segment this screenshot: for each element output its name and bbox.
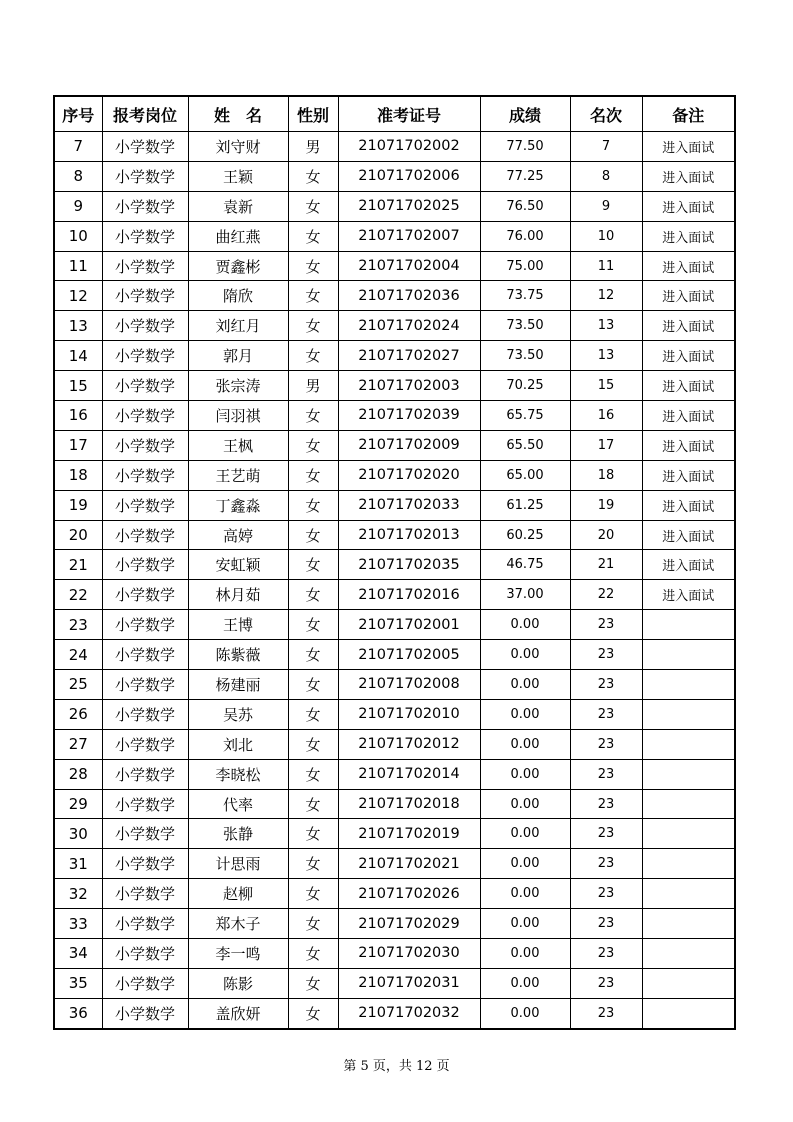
cell-gender: 女 [288, 729, 338, 759]
cell-position: 小学数学 [102, 430, 188, 460]
cell-gender: 女 [288, 819, 338, 849]
cell-rank: 13 [570, 311, 642, 341]
cell-gender: 女 [288, 580, 338, 610]
cell-seq: 11 [54, 251, 102, 281]
cell-score: 73.50 [480, 341, 570, 371]
cell-gender: 女 [288, 670, 338, 700]
cell-name: 张静 [188, 819, 288, 849]
cell-position: 小学数学 [102, 311, 188, 341]
cell-seq: 32 [54, 879, 102, 909]
cell-gender: 女 [288, 759, 338, 789]
cell-position: 小学数学 [102, 729, 188, 759]
cell-seq: 20 [54, 520, 102, 550]
table-row [54, 819, 735, 849]
cell-note: 进入面试 [642, 371, 735, 401]
cell-ticket-number: 21071702035 [338, 550, 480, 580]
table-row [54, 161, 735, 191]
cell-score: 73.75 [480, 281, 570, 311]
cell-score: 46.75 [480, 550, 570, 580]
table-row [54, 281, 735, 311]
cell-name: 赵柳 [188, 879, 288, 909]
cell-note: 进入面试 [642, 401, 735, 431]
cell-score: 60.25 [480, 520, 570, 550]
table-row [54, 998, 735, 1028]
cell-score: 73.50 [480, 311, 570, 341]
cell-ticket-number: 21071702031 [338, 968, 480, 998]
cell-note: 进入面试 [642, 311, 735, 341]
cell-gender: 女 [288, 879, 338, 909]
cell-note [642, 968, 735, 998]
cell-rank: 9 [570, 191, 642, 221]
cell-rank: 23 [570, 759, 642, 789]
cell-position: 小学数学 [102, 968, 188, 998]
cell-score: 0.00 [480, 729, 570, 759]
cell-seq: 28 [54, 759, 102, 789]
cell-position: 小学数学 [102, 789, 188, 819]
cell-position: 小学数学 [102, 849, 188, 879]
cell-seq: 13 [54, 311, 102, 341]
results-table-container [53, 95, 734, 1030]
cell-rank: 23 [570, 670, 642, 700]
cell-gender: 女 [288, 191, 338, 221]
cell-seq: 19 [54, 490, 102, 520]
cell-rank: 23 [570, 789, 642, 819]
cell-name: 林月茹 [188, 580, 288, 610]
cell-gender: 女 [288, 161, 338, 191]
cell-note: 进入面试 [642, 490, 735, 520]
table-body [54, 132, 735, 1029]
table-row [54, 610, 735, 640]
cell-rank: 23 [570, 610, 642, 640]
cell-note: 进入面试 [642, 132, 735, 162]
cell-ticket-number: 21071702030 [338, 939, 480, 969]
page-footer: 第 5 页，共 12 页 [343, 1059, 450, 1074]
cell-score: 76.50 [480, 191, 570, 221]
header-score: 成绩 [480, 96, 570, 132]
table-row [54, 430, 735, 460]
cell-seq: 9 [54, 191, 102, 221]
cell-rank: 23 [570, 968, 642, 998]
cell-score: 77.50 [480, 132, 570, 162]
cell-position: 小学数学 [102, 550, 188, 580]
cell-score: 0.00 [480, 879, 570, 909]
cell-rank: 23 [570, 640, 642, 670]
cell-rank: 20 [570, 520, 642, 550]
table-row [54, 132, 735, 162]
table-row [54, 460, 735, 490]
cell-note [642, 909, 735, 939]
cell-gender: 女 [288, 281, 338, 311]
cell-gender: 女 [288, 849, 338, 879]
header-note: 备注 [642, 96, 735, 132]
cell-note: 进入面试 [642, 341, 735, 371]
cell-score: 0.00 [480, 819, 570, 849]
cell-position: 小学数学 [102, 610, 188, 640]
cell-note: 进入面试 [642, 191, 735, 221]
table-row [54, 580, 735, 610]
cell-rank: 23 [570, 939, 642, 969]
table-row [54, 670, 735, 700]
cell-position: 小学数学 [102, 161, 188, 191]
cell-ticket-number: 21071702016 [338, 580, 480, 610]
cell-ticket-number: 21071702014 [338, 759, 480, 789]
cell-note: 进入面试 [642, 281, 735, 311]
cell-gender: 男 [288, 371, 338, 401]
header-rank: 名次 [570, 96, 642, 132]
cell-position: 小学数学 [102, 460, 188, 490]
cell-ticket-number: 21071702027 [338, 341, 480, 371]
cell-rank: 23 [570, 998, 642, 1028]
cell-name: 刘北 [188, 729, 288, 759]
cell-note [642, 939, 735, 969]
cell-seq: 30 [54, 819, 102, 849]
cell-seq: 17 [54, 430, 102, 460]
cell-note [642, 819, 735, 849]
cell-ticket-number: 21071702002 [338, 132, 480, 162]
cell-score: 0.00 [480, 640, 570, 670]
cell-note [642, 640, 735, 670]
table-row [54, 759, 735, 789]
cell-name: 吴苏 [188, 699, 288, 729]
cell-gender: 女 [288, 610, 338, 640]
cell-gender: 女 [288, 939, 338, 969]
cell-rank: 23 [570, 699, 642, 729]
cell-name: 郭月 [188, 341, 288, 371]
table-row [54, 968, 735, 998]
cell-position: 小学数学 [102, 670, 188, 700]
cell-name: 李晓松 [188, 759, 288, 789]
cell-seq: 31 [54, 849, 102, 879]
cell-note [642, 610, 735, 640]
cell-note [642, 670, 735, 700]
cell-position: 小学数学 [102, 132, 188, 162]
cell-note [642, 729, 735, 759]
cell-gender: 女 [288, 789, 338, 819]
table-row [54, 729, 735, 759]
cell-position: 小学数学 [102, 371, 188, 401]
cell-name: 贾鑫彬 [188, 251, 288, 281]
cell-ticket-number: 21071702003 [338, 371, 480, 401]
cell-gender: 女 [288, 311, 338, 341]
cell-ticket-number: 21071702019 [338, 819, 480, 849]
cell-ticket-number: 21071702025 [338, 191, 480, 221]
cell-note [642, 998, 735, 1028]
table-row [54, 371, 735, 401]
cell-ticket-number: 21071702004 [338, 251, 480, 281]
cell-note [642, 789, 735, 819]
cell-score: 0.00 [480, 939, 570, 969]
cell-seq: 7 [54, 132, 102, 162]
cell-rank: 15 [570, 371, 642, 401]
cell-seq: 8 [54, 161, 102, 191]
cell-seq: 18 [54, 460, 102, 490]
cell-name: 李一鸣 [188, 939, 288, 969]
table-row [54, 550, 735, 580]
cell-gender: 女 [288, 998, 338, 1028]
cell-gender: 男 [288, 132, 338, 162]
cell-seq: 16 [54, 401, 102, 431]
cell-rank: 23 [570, 849, 642, 879]
header-position: 报考岗位 [102, 96, 188, 132]
cell-name: 王艺萌 [188, 460, 288, 490]
cell-rank: 21 [570, 550, 642, 580]
cell-name: 杨建丽 [188, 670, 288, 700]
cell-ticket-number: 21071702033 [338, 490, 480, 520]
cell-gender: 女 [288, 640, 338, 670]
cell-seq: 27 [54, 729, 102, 759]
cell-score: 61.25 [480, 490, 570, 520]
cell-position: 小学数学 [102, 520, 188, 550]
cell-name: 计思雨 [188, 849, 288, 879]
table-row [54, 191, 735, 221]
cell-position: 小学数学 [102, 281, 188, 311]
table-row [54, 251, 735, 281]
table-row [54, 879, 735, 909]
cell-gender: 女 [288, 341, 338, 371]
cell-ticket-number: 21071702009 [338, 430, 480, 460]
cell-note [642, 879, 735, 909]
cell-position: 小学数学 [102, 191, 188, 221]
cell-name: 王枫 [188, 430, 288, 460]
cell-name: 刘红月 [188, 311, 288, 341]
cell-seq: 15 [54, 371, 102, 401]
cell-position: 小学数学 [102, 221, 188, 251]
cell-gender: 女 [288, 490, 338, 520]
header-seq: 序号 [54, 96, 102, 132]
header-ticket: 准考证号 [338, 96, 480, 132]
cell-ticket-number: 21071702008 [338, 670, 480, 700]
cell-score: 0.00 [480, 998, 570, 1028]
cell-gender: 女 [288, 430, 338, 460]
cell-gender: 女 [288, 251, 338, 281]
cell-seq: 33 [54, 909, 102, 939]
cell-gender: 女 [288, 460, 338, 490]
table-row [54, 789, 735, 819]
cell-rank: 10 [570, 221, 642, 251]
cell-score: 65.50 [480, 430, 570, 460]
cell-ticket-number: 21071702032 [338, 998, 480, 1028]
cell-score: 0.00 [480, 670, 570, 700]
cell-note: 进入面试 [642, 221, 735, 251]
cell-position: 小学数学 [102, 939, 188, 969]
cell-note: 进入面试 [642, 520, 735, 550]
cell-rank: 23 [570, 879, 642, 909]
cell-ticket-number: 21071702029 [338, 909, 480, 939]
cell-score: 0.00 [480, 789, 570, 819]
cell-ticket-number: 21071702012 [338, 729, 480, 759]
cell-ticket-number: 21071702026 [338, 879, 480, 909]
cell-score: 0.00 [480, 849, 570, 879]
cell-seq: 14 [54, 341, 102, 371]
cell-rank: 18 [570, 460, 642, 490]
cell-ticket-number: 21071702020 [338, 460, 480, 490]
cell-ticket-number: 21071702018 [338, 789, 480, 819]
table-row [54, 341, 735, 371]
cell-seq: 23 [54, 610, 102, 640]
cell-rank: 19 [570, 490, 642, 520]
cell-score: 0.00 [480, 610, 570, 640]
cell-position: 小学数学 [102, 580, 188, 610]
table-row [54, 311, 735, 341]
cell-gender: 女 [288, 550, 338, 580]
cell-ticket-number: 21071702001 [338, 610, 480, 640]
cell-name: 王颖 [188, 161, 288, 191]
cell-ticket-number: 21071702036 [338, 281, 480, 311]
cell-name: 张宗涛 [188, 371, 288, 401]
cell-note [642, 759, 735, 789]
cell-seq: 10 [54, 221, 102, 251]
cell-note: 进入面试 [642, 460, 735, 490]
table-row [54, 699, 735, 729]
cell-gender: 女 [288, 401, 338, 431]
cell-score: 65.00 [480, 460, 570, 490]
cell-name: 陈紫薇 [188, 640, 288, 670]
results-table [53, 95, 736, 1030]
cell-name: 代率 [188, 789, 288, 819]
cell-position: 小学数学 [102, 251, 188, 281]
cell-note: 进入面试 [642, 550, 735, 580]
cell-seq: 25 [54, 670, 102, 700]
cell-note: 进入面试 [642, 430, 735, 460]
cell-gender: 女 [288, 699, 338, 729]
cell-position: 小学数学 [102, 401, 188, 431]
cell-rank: 23 [570, 729, 642, 759]
cell-gender: 女 [288, 221, 338, 251]
table-row [54, 939, 735, 969]
table-row [54, 221, 735, 251]
cell-ticket-number: 21071702024 [338, 311, 480, 341]
cell-seq: 24 [54, 640, 102, 670]
cell-name: 陈影 [188, 968, 288, 998]
cell-score: 76.00 [480, 221, 570, 251]
cell-ticket-number: 21071702007 [338, 221, 480, 251]
cell-name: 闫羽祺 [188, 401, 288, 431]
cell-gender: 女 [288, 909, 338, 939]
cell-score: 75.00 [480, 251, 570, 281]
cell-score: 77.25 [480, 161, 570, 191]
cell-note [642, 699, 735, 729]
table-row [54, 401, 735, 431]
cell-position: 小学数学 [102, 699, 188, 729]
cell-position: 小学数学 [102, 879, 188, 909]
cell-rank: 23 [570, 819, 642, 849]
cell-seq: 35 [54, 968, 102, 998]
cell-rank: 12 [570, 281, 642, 311]
cell-note: 进入面试 [642, 251, 735, 281]
cell-score: 37.00 [480, 580, 570, 610]
cell-seq: 29 [54, 789, 102, 819]
cell-score: 0.00 [480, 699, 570, 729]
cell-seq: 21 [54, 550, 102, 580]
cell-note [642, 849, 735, 879]
cell-note: 进入面试 [642, 580, 735, 610]
cell-ticket-number: 21071702021 [338, 849, 480, 879]
cell-rank: 7 [570, 132, 642, 162]
cell-score: 0.00 [480, 759, 570, 789]
cell-rank: 23 [570, 909, 642, 939]
cell-position: 小学数学 [102, 909, 188, 939]
cell-rank: 8 [570, 161, 642, 191]
cell-ticket-number: 21071702006 [338, 161, 480, 191]
cell-name: 隋欣 [188, 281, 288, 311]
cell-score: 70.25 [480, 371, 570, 401]
cell-seq: 22 [54, 580, 102, 610]
cell-ticket-number: 21071702005 [338, 640, 480, 670]
cell-ticket-number: 21071702013 [338, 520, 480, 550]
cell-gender: 女 [288, 968, 338, 998]
cell-seq: 36 [54, 998, 102, 1028]
cell-score: 0.00 [480, 909, 570, 939]
cell-gender: 女 [288, 520, 338, 550]
cell-position: 小学数学 [102, 341, 188, 371]
cell-name: 丁鑫淼 [188, 490, 288, 520]
cell-position: 小学数学 [102, 759, 188, 789]
cell-position: 小学数学 [102, 640, 188, 670]
header-name: 姓 名 [188, 96, 288, 132]
cell-position: 小学数学 [102, 819, 188, 849]
cell-position: 小学数学 [102, 490, 188, 520]
cell-name: 袁新 [188, 191, 288, 221]
cell-name: 安虹颖 [188, 550, 288, 580]
table-header-row [54, 96, 735, 132]
table-row [54, 490, 735, 520]
cell-name: 盖欣妍 [188, 998, 288, 1028]
cell-note: 进入面试 [642, 161, 735, 191]
cell-rank: 13 [570, 341, 642, 371]
cell-seq: 34 [54, 939, 102, 969]
cell-score: 65.75 [480, 401, 570, 431]
cell-rank: 11 [570, 251, 642, 281]
cell-seq: 12 [54, 281, 102, 311]
table-row [54, 849, 735, 879]
cell-position: 小学数学 [102, 998, 188, 1028]
table-row [54, 520, 735, 550]
cell-ticket-number: 21071702039 [338, 401, 480, 431]
cell-name: 曲红燕 [188, 221, 288, 251]
cell-score: 0.00 [480, 968, 570, 998]
table-row [54, 909, 735, 939]
cell-name: 郑木子 [188, 909, 288, 939]
cell-name: 刘守财 [188, 132, 288, 162]
cell-ticket-number: 21071702010 [338, 699, 480, 729]
header-gender: 性别 [288, 96, 338, 132]
cell-rank: 16 [570, 401, 642, 431]
cell-rank: 17 [570, 430, 642, 460]
cell-name: 王博 [188, 610, 288, 640]
table-row [54, 640, 735, 670]
cell-rank: 22 [570, 580, 642, 610]
cell-seq: 26 [54, 699, 102, 729]
cell-name: 高婷 [188, 520, 288, 550]
